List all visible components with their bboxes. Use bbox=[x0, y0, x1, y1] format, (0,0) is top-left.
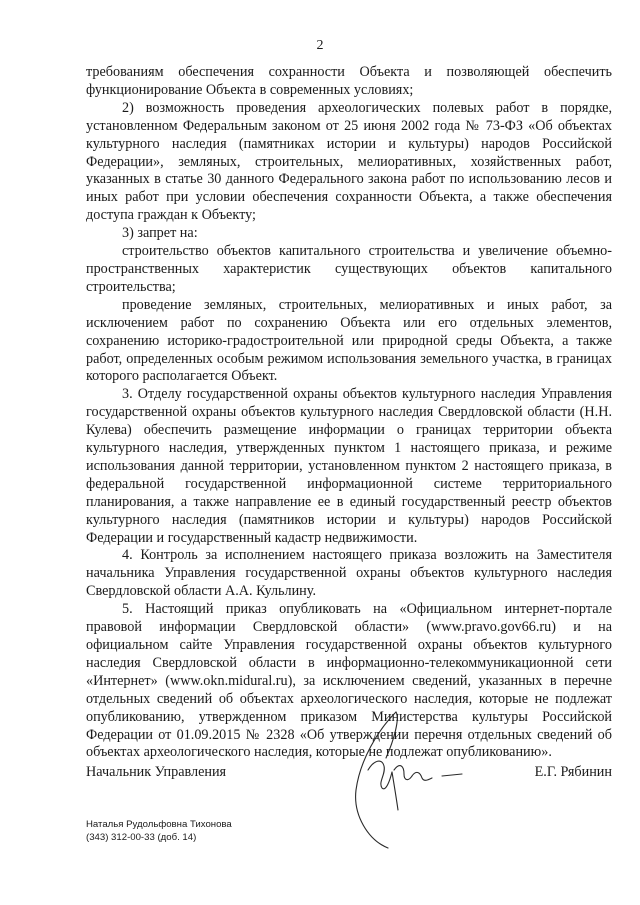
paragraph: 2) возможность проведения археологических полевых работ в порядке, установленном Федеральным законом от 25 июня 2002 года № 73-ФЗ «Об объектах культурного наследия (памятниках истории и культуры) народов Российской Федерации», земляных, строительных, мелиоративных, хозяйственных работ, указанных в статье 30 данного Федерального закона работ по использованию лесов и иных работ при условии обеспечения сохранности Объекта, а также обеспечения доступа граждан к Объекту; bbox=[86, 99, 612, 224]
paragraph: строительство объектов капитального строительства и увеличение объемно-пространственных характеристик существующих объектов капитального строительства; bbox=[86, 243, 612, 295]
executor-info bbox=[86, 818, 232, 844]
handwritten-signature bbox=[338, 700, 488, 850]
signer-position: Начальник Управления bbox=[86, 764, 227, 780]
executor-name: Наталья Рудольфовна Тихонова bbox=[86, 819, 232, 830]
document-body bbox=[86, 64, 612, 762]
paragraph: проведение земляных, строительных, мелиоративных и иных работ, за исключением работ по сохранению Объекта или его отдельных элементов, сохранению историко-градостроительной или природной среды Объекта, а также работ, определенных особым режимом использования земельного участка, в границах которого располагается Объект. bbox=[86, 296, 612, 385]
page-number: 2 bbox=[316, 38, 324, 53]
paragraph: 4. Контроль за исполнением настоящего приказа возложить на Заместителя начальника Управления государственной охраны объектов культурного наследия Свердловской области А.А. Кульлину. bbox=[86, 547, 612, 600]
paragraph: требованиям обеспечения сохранности Объекта и позволяющей обеспечить функционирование Объекта в современных условиях; bbox=[86, 64, 612, 98]
signer-name: Е.Г. Рябинин bbox=[534, 764, 612, 780]
paragraph: 5. Настоящий приказ опубликовать на «Официальном интернет-портале правовой информации Свердловской области» (www.pravo.gov66.ru) и на официальном сайте Управления государственной охраны объектов культурного наследия Свердловской области в информационно-телекоммуникационной сети «Интернет» (www.okn.midural.ru), за исключением сведений, указанных в перечне отдельных сведений об объектах археологического наследия, которые не подлежат опубликованию, утвержденном приказом Министерства культуры Российской Федерации от 01.09.2015 № 2328 «Об утверждении перечня отдельных сведений об объектах археологического наследия, которые не подлежат опубликованию». bbox=[86, 601, 612, 761]
paragraph: 3) запрет на: bbox=[122, 225, 198, 242]
executor-phone: (343) 312-00-33 (доб. 14) bbox=[86, 832, 197, 843]
paragraph: 3. Отделу государственной охраны объектов культурного наследия Управления государственной охраны объектов культурного наследия Свердловской области (Н.Н. Кулева) обеспечить размещение информации о границах территории объекта культурного наследия, утвержденных пунктом 1 настоящего приказа, и режиме использования данной территории, установленном пунктом 2 настоящего приказа, в федеральной государственной информационной системе территориального планирования, а также направление ее в единый государственный реестр объектов культурного наследия (памятников истории и культуры) народов Российской Федерации и государственный кадастр недвижимости. bbox=[86, 386, 612, 546]
